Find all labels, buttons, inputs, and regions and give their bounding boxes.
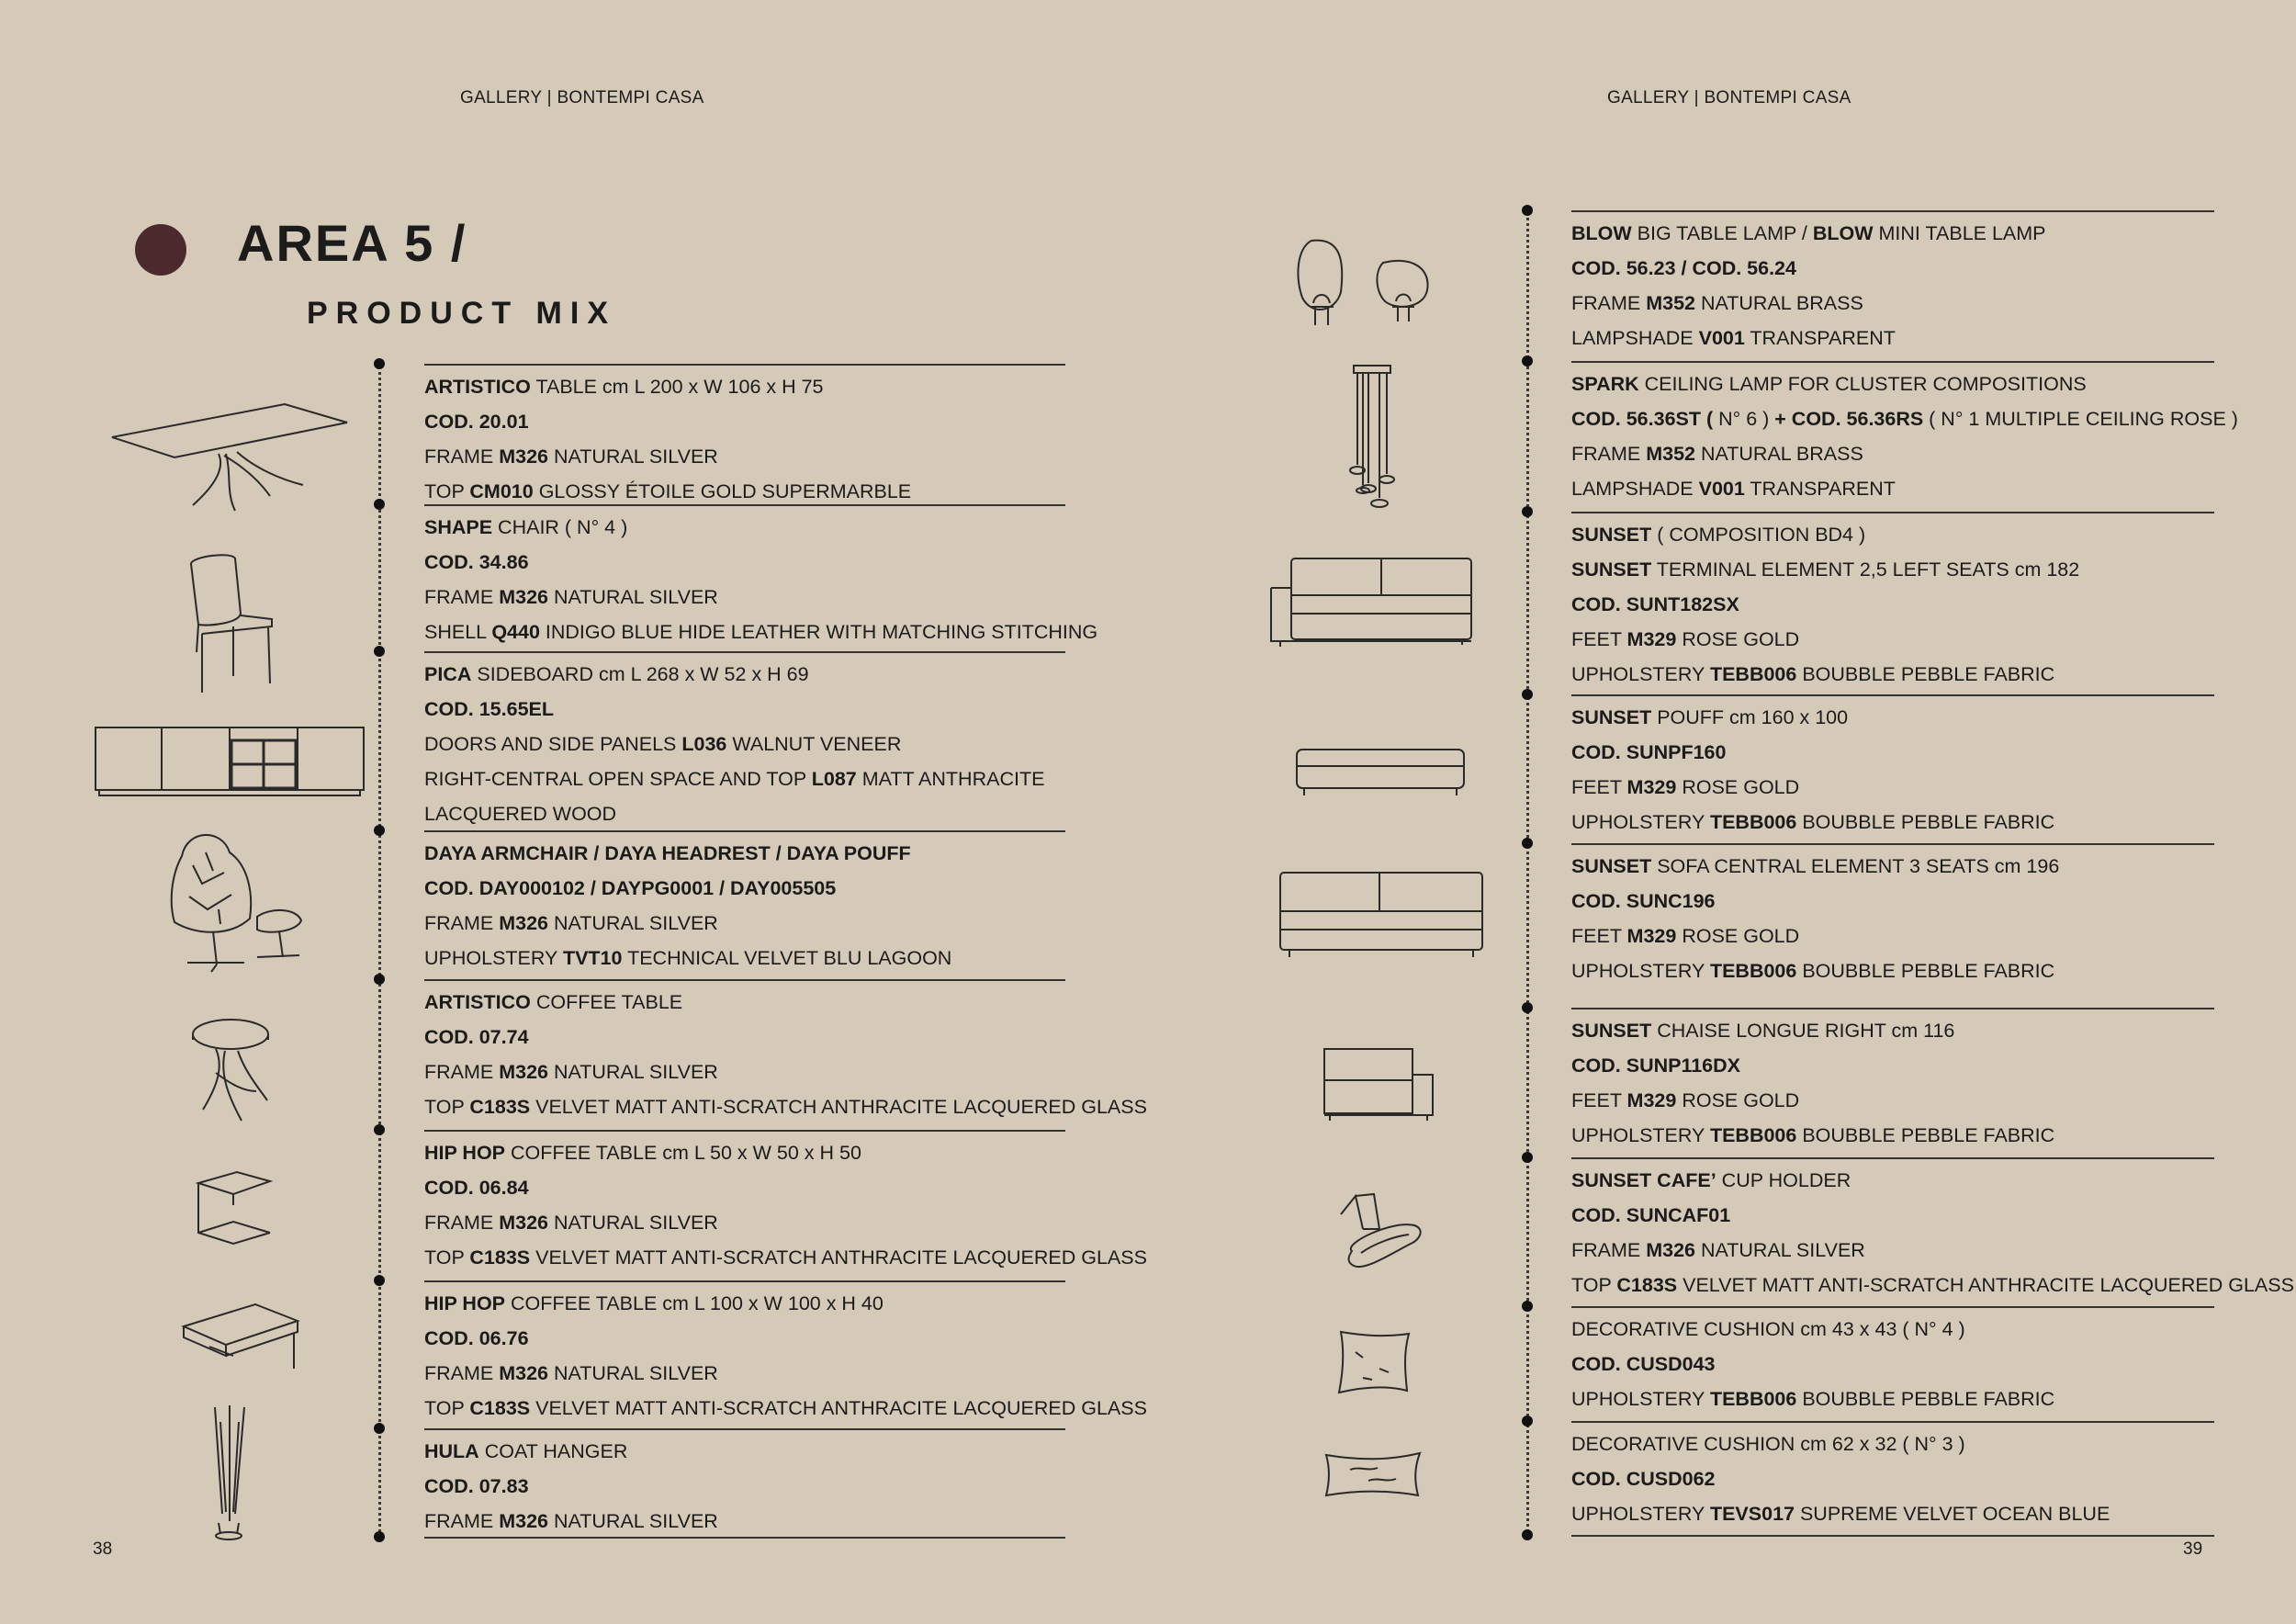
- spec-bold-text: M326: [499, 1510, 549, 1532]
- product-spec-line: [424, 1391, 1147, 1426]
- spec-bold-text: COD. SUNC196: [1571, 890, 1716, 912]
- spec-text: INDIGO BLUE HIDE LEATHER WITH MATCHING STITCHING: [539, 621, 1098, 643]
- sideboard-drawing: [94, 726, 366, 797]
- spec-text: ROSE GOLD: [1676, 1089, 1800, 1111]
- spec-bold-text: ARTISTICO: [424, 376, 531, 398]
- spec-bold-text: COD. SUNPF160: [1571, 741, 1727, 763]
- product-spec-line: [424, 1286, 1065, 1321]
- spec-text: SUPREME VELVET OCEAN BLUE: [1794, 1503, 2110, 1525]
- product-block: [1571, 1421, 2214, 1531]
- timeline-bullet: [374, 825, 385, 836]
- product-spec-line: [424, 1469, 1065, 1504]
- spec-bold-text: SUNSET: [1571, 706, 1652, 728]
- product-spec-line: [1571, 436, 2214, 471]
- spec-text: CEILING LAMP FOR CLUSTER COMPOSITIONS: [1638, 373, 2087, 395]
- product-spec-line: [424, 1321, 1065, 1356]
- spec-text: TABLE cm L 200 x W 106 x H 75: [530, 376, 824, 398]
- spec-text: ROSE GOLD: [1676, 628, 1800, 650]
- spec-text: FRAME: [424, 1510, 500, 1532]
- product-spec-line: [1571, 700, 2214, 735]
- spec-text: LAMPSHADE: [1571, 478, 1699, 500]
- spec-text: FRAME: [424, 1061, 500, 1083]
- spec-text: NATURAL BRASS: [1695, 443, 1863, 465]
- spec-bold-text: M326: [499, 445, 549, 468]
- product-spec-line: [1571, 1013, 2214, 1048]
- spec-text: BOUBBLE PEBBLE FABRIC: [1796, 663, 2055, 685]
- spec-bold-text: M326: [1646, 1239, 1696, 1261]
- spec-bold-text: SUNSET: [1571, 524, 1652, 546]
- spec-text: NATURAL SILVER: [548, 1061, 718, 1083]
- product-block: [424, 651, 1065, 831]
- spec-text: NATURAL SILVER: [1695, 1239, 1865, 1261]
- spec-bold-text: SHAPE: [424, 516, 493, 538]
- product-spec-line: [424, 1054, 1065, 1089]
- block-end-rule: [1571, 1535, 2214, 1537]
- product-spec-line: [1571, 1312, 2214, 1347]
- spec-bold-text: COD. CUSD062: [1571, 1468, 1716, 1490]
- spec-bold-text: COD. 34.86: [424, 551, 529, 573]
- timeline-bullet: [374, 646, 385, 657]
- product-block: [1571, 210, 2214, 355]
- spec-text: FRAME: [424, 1212, 500, 1234]
- product-spec-line: [1571, 552, 2214, 587]
- cushion-square-drawing: [1335, 1326, 1412, 1396]
- spec-text: NATURAL SILVER: [548, 445, 718, 468]
- spec-text: ROSE GOLD: [1676, 925, 1800, 947]
- spec-bold-text: C183S: [1616, 1274, 1678, 1296]
- spec-text: NATURAL SILVER: [548, 1362, 718, 1384]
- spec-text: TOP: [424, 1246, 470, 1269]
- product-block: [1571, 694, 2214, 840]
- product-spec-line: [1571, 849, 2214, 884]
- spec-text: UPHOLSTERY: [424, 947, 563, 969]
- product-spec-line: [1571, 216, 2214, 251]
- product-block: [1571, 1008, 2214, 1153]
- spec-text: FRAME: [1571, 1239, 1647, 1261]
- spec-bold-text: COD. 20.01: [424, 411, 529, 433]
- spec-text: NATURAL SILVER: [548, 1212, 718, 1234]
- product-spec-line: [424, 439, 1065, 474]
- spec-text: FEET: [1571, 925, 1627, 947]
- spec-text: LACQUERED WOOD: [424, 803, 617, 825]
- spec-text: VELVET MATT ANTI-SCRATCH ANTHRACITE LACQUERED GLASS: [1677, 1274, 2294, 1296]
- spec-text: COFFEE TABLE cm L 100 x W 100 x H 40: [505, 1292, 884, 1314]
- product-spec-line: [1571, 953, 2214, 988]
- timeline-bullet: [1522, 838, 1533, 849]
- spec-bold-text: TVT10: [562, 947, 623, 969]
- spec-bold-text: V001: [1698, 327, 1745, 349]
- spec-bold-text: TEBB006: [1709, 1388, 1797, 1410]
- spec-text: BOUBBLE PEBBLE FABRIC: [1796, 811, 2055, 833]
- spec-bold-text: HIP HOP: [424, 1142, 506, 1164]
- spec-text: VELVET MATT ANTI-SCRATCH ANTHRACITE LACQUERED GLASS: [530, 1246, 1147, 1269]
- chair-drawing: [184, 549, 285, 696]
- spec-bold-text: M352: [1646, 443, 1696, 465]
- timeline-bullet: [374, 1124, 385, 1135]
- timeline-bullet: [374, 1423, 385, 1434]
- spec-bold-text: COD. SUNT182SX: [1571, 593, 1739, 615]
- product-spec-line: [1571, 805, 2214, 840]
- product-spec-line: [1571, 622, 2214, 657]
- hip-hop-small-drawing: [193, 1168, 274, 1253]
- spec-text: COFFEE TABLE cm L 50 x W 50 x H 50: [505, 1142, 861, 1164]
- product-spec-line: [424, 1135, 1065, 1170]
- spec-bold-text: COD. SUNCAF01: [1571, 1204, 1731, 1226]
- product-spec-line: [1571, 884, 2214, 919]
- product-block: [1571, 1306, 2214, 1416]
- spec-text: BOUBBLE PEBBLE FABRIC: [1796, 1388, 2055, 1410]
- timeline-bullet: [1522, 205, 1533, 216]
- spec-bold-text: COD. SUNP116DX: [1571, 1054, 1741, 1077]
- spec-text: ( COMPOSITION BD4 ): [1651, 524, 1866, 546]
- spec-bold-text: COD. 07.74: [424, 1026, 529, 1048]
- product-spec-line: [424, 836, 1065, 871]
- spec-text: NATURAL SILVER: [548, 1510, 718, 1532]
- spec-bold-text: + COD. 56.36RS: [1774, 408, 1924, 430]
- spec-bold-text: M326: [499, 586, 549, 608]
- spec-text: TECHNICAL VELVET BLU LAGOON: [622, 947, 952, 969]
- spec-bold-text: HULA: [424, 1440, 479, 1462]
- spec-text: TRANSPARENT: [1744, 478, 1896, 500]
- product-spec-line: [424, 1240, 1147, 1275]
- product-spec-line: [424, 545, 1065, 580]
- spec-bold-text: ARTISTICO: [424, 991, 531, 1013]
- spec-bold-text: SUNSET: [1571, 1020, 1652, 1042]
- spec-bold-text: M326: [499, 1061, 549, 1083]
- spec-text: GLOSSY ÉTOILE GOLD SUPERMARBLE: [533, 480, 912, 502]
- spec-bold-text: Q440: [491, 621, 540, 643]
- timeline-bullet: [1522, 1002, 1533, 1013]
- ceiling-lamp-drawing: [1341, 364, 1405, 514]
- spec-text: FRAME: [1571, 292, 1647, 314]
- spec-bold-text: SUNSET CAFE’: [1571, 1169, 1716, 1191]
- spec-bold-text: M329: [1626, 628, 1677, 650]
- spec-text: FEET: [1571, 1089, 1627, 1111]
- spec-bold-text: M352: [1646, 292, 1696, 314]
- spec-text: FRAME: [424, 445, 500, 468]
- spec-text: COAT HANGER: [478, 1440, 628, 1462]
- spec-bold-text: C183S: [469, 1246, 531, 1269]
- table-drawing: [108, 397, 352, 512]
- cup-holder-drawing: [1337, 1192, 1425, 1273]
- product-spec-line: [424, 369, 1065, 404]
- spec-bold-text: TEBB006: [1709, 1124, 1797, 1146]
- product-spec-line: [1571, 251, 2214, 286]
- hip-hop-large-drawing: [182, 1301, 299, 1376]
- spec-text: ROSE GOLD: [1676, 776, 1800, 798]
- area-title: AREA 5 /: [237, 214, 467, 272]
- product-spec-line: [424, 906, 1065, 941]
- product-block: [424, 1280, 1147, 1426]
- spec-text: UPHOLSTERY: [1571, 1124, 1710, 1146]
- product-spec-line: [1571, 657, 2214, 692]
- product-spec-line: [1571, 1268, 2294, 1303]
- product-block: [1571, 361, 2238, 506]
- spec-bold-text: SPARK: [1571, 373, 1639, 395]
- timeline-bullet: [374, 358, 385, 369]
- spec-text: TOP: [424, 480, 470, 502]
- product-block: [1571, 1157, 2294, 1303]
- area-subtitle: PRODUCT MIX: [307, 296, 616, 331]
- spec-bold-text: DAYA ARMCHAIR / DAYA HEADREST / DAYA POUFF: [424, 842, 911, 864]
- spec-bold-text: M329: [1626, 776, 1677, 798]
- spec-text: TOP: [424, 1096, 470, 1118]
- product-spec-line: [1571, 321, 2214, 355]
- spec-text: UPHOLSTERY: [1571, 811, 1710, 833]
- spec-text: FRAME: [424, 1362, 500, 1384]
- spec-bold-text: PICA: [424, 663, 472, 685]
- spec-bold-text: COD. 06.76: [424, 1327, 529, 1349]
- sofa-terminal-drawing: [1267, 555, 1473, 648]
- coffee-table-drawing: [188, 1018, 273, 1126]
- spec-bold-text: CM010: [469, 480, 534, 502]
- product-spec-line: [424, 1170, 1065, 1205]
- product-spec-line: [1571, 587, 2214, 622]
- product-block: [424, 504, 1098, 649]
- spec-text: MINI TABLE LAMP: [1873, 222, 2046, 244]
- spec-bold-text: M329: [1626, 925, 1677, 947]
- spec-bold-text: COD. 06.84: [424, 1177, 529, 1199]
- spec-text: RIGHT-CENTRAL OPEN SPACE AND TOP: [424, 768, 812, 790]
- product-spec-line: [1571, 735, 2214, 770]
- spec-text: SOFA CENTRAL ELEMENT 3 SEATS cm 196: [1651, 855, 2060, 877]
- running-header-right: GALLERY | BONTEMPI CASA: [1607, 88, 1851, 107]
- spec-bold-text: COD. 56.36ST (: [1571, 408, 1714, 430]
- timeline-bullet: [374, 1531, 385, 1542]
- spec-text: BOUBBLE PEBBLE FABRIC: [1796, 1124, 2055, 1146]
- product-spec-line: [424, 657, 1065, 692]
- page-number-right: 39: [2183, 1539, 2203, 1559]
- product-spec-line: [424, 1205, 1065, 1240]
- product-spec-line: [424, 510, 1065, 545]
- spec-bold-text: C183S: [469, 1397, 531, 1419]
- spec-bold-text: COD. 15.65EL: [424, 698, 554, 720]
- product-spec-line: [1571, 919, 2214, 953]
- timeline-bullet: [1522, 1301, 1533, 1312]
- spec-text: N° 6 ): [1713, 408, 1775, 430]
- product-spec-line: [424, 1504, 1065, 1539]
- spec-bold-text: M326: [499, 1212, 549, 1234]
- spec-text: CHAIR ( N° 4 ): [492, 516, 628, 538]
- product-block: [424, 1130, 1147, 1275]
- spec-text: FEET: [1571, 628, 1627, 650]
- product-spec-line: [1571, 517, 2214, 552]
- product-block: [424, 364, 1065, 509]
- running-header-left: GALLERY | BONTEMPI CASA: [460, 88, 704, 107]
- spec-bold-text: L036: [681, 733, 727, 755]
- spec-text: ( N° 1 MULTIPLE CEILING ROSE ): [1923, 408, 2238, 430]
- spec-text: UPHOLSTERY: [1571, 960, 1710, 982]
- spec-text: POUFF cm 160 x 100: [1651, 706, 1849, 728]
- product-spec-line: [1571, 1233, 2214, 1268]
- product-spec-line: [1571, 1427, 2214, 1461]
- spec-text: SHELL: [424, 621, 492, 643]
- spec-bold-text: M329: [1626, 1089, 1677, 1111]
- spec-text: TOP: [1571, 1274, 1617, 1296]
- chaise-longue-drawing: [1319, 1045, 1436, 1124]
- spec-text: CUP HOLDER: [1716, 1169, 1851, 1191]
- sofa-central-drawing: [1277, 869, 1486, 961]
- product-block: [424, 1428, 1065, 1539]
- spec-bold-text: SUNSET: [1571, 855, 1652, 877]
- timeline-bullet: [1522, 1415, 1533, 1427]
- spec-bold-text: COD. DAY000102 / DAYPG0001 / DAY005505: [424, 877, 837, 899]
- spec-bold-text: TEBB006: [1709, 811, 1797, 833]
- spec-text: DECORATIVE CUSHION cm 62 x 32 ( N° 3 ): [1571, 1433, 1965, 1455]
- product-spec-line: [424, 985, 1065, 1020]
- spec-text: FEET: [1571, 776, 1627, 798]
- product-block: [424, 830, 1065, 976]
- spec-bold-text: HIP HOP: [424, 1292, 506, 1314]
- product-spec-line: [424, 1434, 1065, 1469]
- product-block: [424, 979, 1147, 1124]
- product-spec-line: [424, 580, 1065, 615]
- timeline-bullet: [1522, 689, 1533, 700]
- spec-bold-text: L087: [811, 768, 857, 790]
- product-spec-line: [1571, 1083, 2214, 1118]
- spec-bold-text: M326: [499, 912, 549, 934]
- product-spec-line: [1571, 1347, 2214, 1382]
- spec-bold-text: V001: [1698, 478, 1745, 500]
- spec-text: DOORS AND SIDE PANELS: [424, 733, 682, 755]
- product-spec-line: [1571, 471, 2214, 506]
- timeline-left: [378, 366, 381, 1538]
- product-spec-line: [424, 1089, 1147, 1124]
- spec-text: VELVET MATT ANTI-SCRATCH ANTHRACITE LACQUERED GLASS: [530, 1096, 1147, 1118]
- spec-text: NATURAL SILVER: [548, 912, 718, 934]
- product-spec-line: [1571, 1496, 2214, 1531]
- spec-text: FRAME: [1571, 443, 1647, 465]
- product-spec-line: [424, 692, 1065, 727]
- product-spec-line: [1571, 1198, 2214, 1233]
- product-spec-line: [1571, 286, 2214, 321]
- timeline-bullet: [1522, 1529, 1533, 1540]
- spec-bold-text: M326: [499, 1362, 549, 1384]
- product-spec-line: [1571, 1118, 2214, 1153]
- spec-text: NATURAL BRASS: [1695, 292, 1863, 314]
- spec-bold-text: TEBB006: [1709, 960, 1797, 982]
- spec-text: VELVET MATT ANTI-SCRATCH ANTHRACITE LACQUERED GLASS: [530, 1397, 1147, 1419]
- spec-text: LAMPSHADE: [1571, 327, 1699, 349]
- spec-text: FRAME: [424, 586, 500, 608]
- spec-text: TRANSPARENT: [1744, 327, 1896, 349]
- spec-text: COFFEE TABLE: [530, 991, 683, 1013]
- timeline-bullet: [1522, 506, 1533, 517]
- spec-bold-text: BLOW: [1812, 222, 1874, 244]
- product-spec-line: [424, 1020, 1065, 1054]
- product-spec-line: [424, 796, 1065, 831]
- product-spec-line: [1571, 770, 2214, 805]
- block-end-rule: [424, 1537, 1065, 1539]
- timeline-bullet: [1522, 355, 1533, 367]
- spec-bold-text: COD. CUSD043: [1571, 1353, 1716, 1375]
- spec-bold-text: COD. 07.83: [424, 1475, 529, 1497]
- spec-bold-text: TEVS017: [1709, 1503, 1795, 1525]
- product-spec-line: [1571, 1461, 2214, 1496]
- spec-text: DECORATIVE CUSHION cm 43 x 43 ( N° 4 ): [1571, 1318, 1965, 1340]
- right-page: [1148, 0, 2296, 1624]
- product-block: [1571, 512, 2214, 692]
- spec-text: UPHOLSTERY: [1571, 1388, 1710, 1410]
- spec-text: FRAME: [424, 912, 500, 934]
- spec-bold-text: SUNSET: [1571, 558, 1652, 581]
- spec-text: MATT ANTHRACITE: [856, 768, 1045, 790]
- spec-text: TOP: [424, 1397, 470, 1419]
- product-spec-line: [424, 761, 1065, 796]
- spec-bold-text: C183S: [469, 1096, 531, 1118]
- spec-bold-text: BLOW: [1571, 222, 1632, 244]
- product-spec-line: [424, 727, 1065, 761]
- spec-text: WALNUT VENEER: [726, 733, 902, 755]
- product-spec-line: [1571, 1163, 2214, 1198]
- spec-bold-text: TEBB006: [1709, 663, 1797, 685]
- product-spec-line: [424, 1356, 1065, 1391]
- spec-text: UPHOLSTERY: [1571, 1503, 1710, 1525]
- spec-bold-text: COD. 56.23 / COD. 56.24: [1571, 257, 1796, 279]
- spec-text: BIG TABLE LAMP /: [1631, 222, 1813, 244]
- timeline-bullet: [1522, 1152, 1533, 1163]
- timeline-right: [1526, 211, 1529, 1538]
- spec-text: SIDEBOARD cm L 268 x W 52 x H 69: [471, 663, 809, 685]
- spec-text: BOUBBLE PEBBLE FABRIC: [1796, 960, 2055, 982]
- spec-text: TERMINAL ELEMENT 2,5 LEFT SEATS cm 182: [1651, 558, 2080, 581]
- area-dot: [135, 224, 186, 276]
- product-block: [1571, 843, 2214, 988]
- product-spec-line: [1571, 1382, 2214, 1416]
- timeline-bullet: [374, 1275, 385, 1286]
- cushion-rect-drawing: [1322, 1448, 1424, 1499]
- product-spec-line: [424, 871, 1065, 906]
- timeline-bullet: [374, 499, 385, 510]
- timeline-bullet: [374, 974, 385, 985]
- pouff-drawing: [1293, 746, 1468, 797]
- product-spec-line: [424, 615, 1098, 649]
- spec-text: UPHOLSTERY: [1571, 663, 1710, 685]
- product-spec-line: [1571, 367, 2214, 401]
- product-spec-line: [1571, 401, 2238, 436]
- armchair-drawing: [165, 829, 308, 976]
- spec-text: CHAISE LONGUE RIGHT cm 116: [1651, 1020, 1955, 1042]
- page-number-left: 38: [93, 1539, 113, 1559]
- product-spec-line: [424, 941, 1065, 976]
- table-lamp-drawing: [1295, 237, 1442, 333]
- coat-hanger-drawing: [208, 1404, 252, 1541]
- product-spec-line: [1571, 1048, 2214, 1083]
- spec-text: NATURAL SILVER: [548, 586, 718, 608]
- product-spec-line: [424, 404, 1065, 439]
